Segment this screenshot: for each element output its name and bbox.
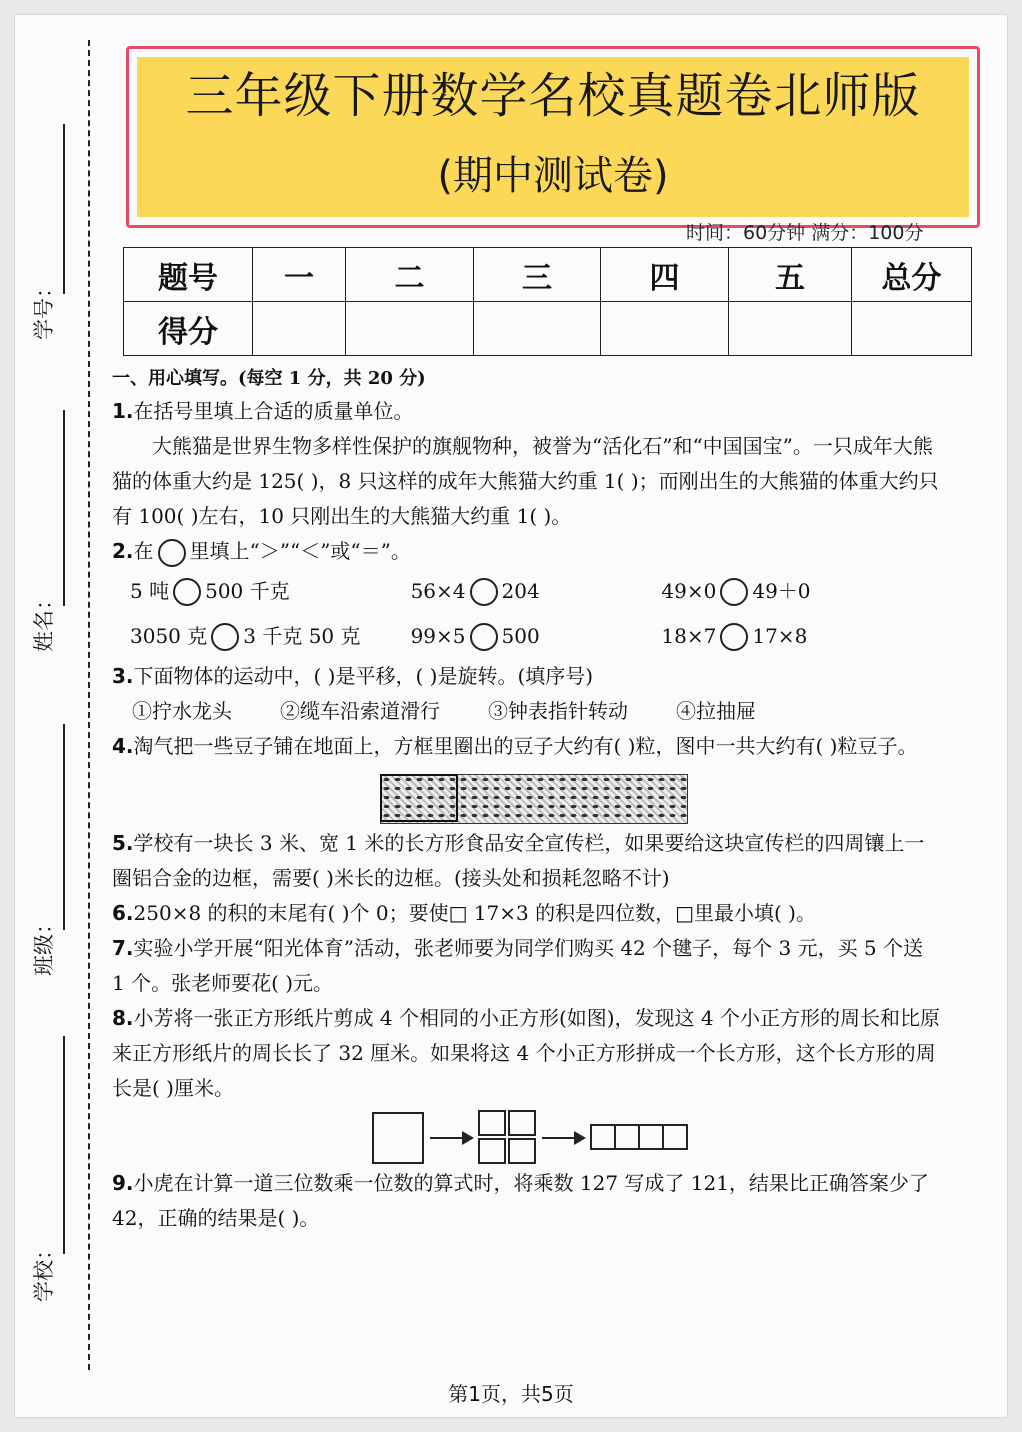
- compare-answer-circle[interactable]: [720, 623, 748, 651]
- question-stem: 下面物体的运动中，( )是平移，( )是旋转。(填序号): [133, 664, 594, 688]
- title-banner: [126, 46, 980, 228]
- name-line[interactable]: [63, 410, 65, 606]
- score-header-cell: 二: [346, 248, 474, 302]
- score-input-cell[interactable]: [253, 302, 346, 356]
- beans-figure: [112, 764, 942, 826]
- compare-right: 500 千克: [205, 579, 290, 603]
- option-item: ③钟表指针转动: [488, 699, 628, 723]
- compare-answer-circle[interactable]: [211, 623, 239, 651]
- title-banner-fill: [137, 57, 969, 217]
- small-square: [508, 1110, 536, 1136]
- question-stem: 小虎在计算一道三位数乘一位数的算式时，将乘数 127 写成了 121，结果比正确答案少了 42，正确的结果是( )。: [112, 1171, 929, 1230]
- score-header-cell: 四: [601, 248, 729, 302]
- question-7: [112, 931, 942, 1001]
- compare-answer-circle[interactable]: [173, 578, 201, 606]
- arrow-right-icon: [542, 1137, 584, 1139]
- compare-answer-circle[interactable]: [470, 623, 498, 651]
- compare-left: 5 吨: [130, 579, 170, 603]
- option-item: ④拉抽屉: [676, 699, 756, 723]
- question-6: [112, 896, 942, 931]
- rect-square: [662, 1124, 688, 1150]
- question-stem: 250×8 的积的末尾有( )个 0；要使□ 17×3 的积是四位数，□里最小填( )。: [133, 901, 816, 925]
- score-table: [123, 247, 972, 356]
- compare-right: 3 千克 50 克: [243, 624, 361, 648]
- question-5: [112, 826, 942, 896]
- question-3: [112, 659, 942, 694]
- question-number: 4.: [112, 734, 134, 758]
- class-line[interactable]: [63, 724, 65, 930]
- side-label-name: 姓名：: [32, 589, 56, 652]
- score-header-cell: 三: [474, 248, 601, 302]
- question-2: [112, 534, 942, 569]
- question-number: 5.: [112, 831, 134, 855]
- compare-right: 49＋0: [752, 579, 811, 603]
- compare-row: [112, 614, 942, 659]
- score-table-score-row: [124, 302, 972, 356]
- score-header-cell: 五: [729, 248, 852, 302]
- score-header-cell: 题号: [124, 248, 253, 302]
- question-3-options: [112, 694, 942, 729]
- compare-row: [112, 569, 942, 614]
- question-number: 3.: [112, 664, 134, 688]
- compare-circle-icon: [158, 539, 186, 567]
- question-8: [112, 1001, 942, 1106]
- question-number: 9.: [112, 1171, 134, 1195]
- question-stem: 在: [133, 539, 154, 563]
- school-line[interactable]: [63, 1036, 65, 1254]
- score-input-cell[interactable]: [852, 302, 972, 356]
- score-input-cell[interactable]: [601, 302, 729, 356]
- compare-right: 204: [501, 579, 540, 603]
- question-number: 8.: [112, 1006, 134, 1030]
- question-number: 6.: [112, 901, 134, 925]
- score-row-label: 得分: [124, 302, 253, 356]
- question-content: [112, 364, 942, 1236]
- rect-square: [638, 1124, 664, 1150]
- question-stem: 学校有一块长 3 米、宽 1 米的长方形食品安全宣传栏，如果要给这块宣传栏的四周镶上一圈铝合金的边框，需要( )米长的边框。(接头处和损耗忽略不计): [112, 831, 925, 890]
- compare-left: 99×5: [410, 624, 466, 648]
- compare-item: [130, 619, 411, 654]
- question-stem: 淘气把一些豆子铺在地面上，方框里圈出的豆子大约有( )粒，图中一共大约有( )粒豆子。: [133, 734, 918, 758]
- question-number: 2.: [112, 539, 134, 563]
- compare-left: 56×4: [410, 579, 466, 603]
- arrow-right-icon: [430, 1137, 472, 1139]
- exam-title: 三年级下册数学名校真题卷北师版: [185, 68, 921, 124]
- section-heading: 一、用心填写。(每空 1 分，共 20 分): [112, 368, 426, 389]
- compare-answer-circle[interactable]: [470, 578, 498, 606]
- side-label-class: 班级：: [32, 913, 56, 976]
- small-square: [478, 1110, 506, 1136]
- rect-square: [614, 1124, 640, 1150]
- option-item: ②缆车沿索道滑行: [280, 699, 440, 723]
- exam-subtitle: (期中测试卷): [437, 153, 669, 199]
- question-stem: 实验小学开展“阳光体育”活动，张老师要为同学们购买 42 个毽子，每个 3 元，买 5 个送 1 个。张老师要花( )元。: [112, 936, 924, 995]
- small-square: [508, 1138, 536, 1164]
- rect-square: [590, 1124, 616, 1150]
- page-footer: 第1页，共5页: [448, 1382, 574, 1406]
- compare-item: [411, 574, 662, 609]
- question-1: [112, 394, 942, 429]
- question-9: [112, 1166, 942, 1236]
- compare-left: 18×7: [661, 624, 717, 648]
- student-id-line[interactable]: [63, 124, 65, 294]
- compare-item: [661, 619, 942, 654]
- option-item: ①拧水龙头: [132, 699, 232, 723]
- side-label-student-id: 学号：: [32, 277, 56, 340]
- compare-item: [661, 574, 942, 609]
- question-stem: 小芳将一张正方形纸片剪成 4 个相同的小正方形(如图)，发现这 4 个小正方形的周长和比原来正方形纸片的周长长了 32 厘米。如果将这 4 个小正方形拼成一个长方形，这个长方形的周长是( )厘米。: [112, 1006, 940, 1100]
- compare-item: [130, 574, 411, 609]
- score-input-cell[interactable]: [346, 302, 474, 356]
- original-square: [372, 1112, 424, 1164]
- compare-right: 17×8: [752, 624, 808, 648]
- square-cut-figure: [112, 1106, 942, 1166]
- question-4: [112, 729, 942, 764]
- compare-answer-circle[interactable]: [720, 578, 748, 606]
- score-table-header-row: [124, 248, 972, 302]
- question-stem: 在括号里填上合适的质量单位。: [133, 399, 414, 423]
- exam-time-score-info: 时间：60分钟 满分：100分: [686, 222, 924, 243]
- score-input-cell[interactable]: [474, 302, 601, 356]
- beans-highlight-box: [380, 774, 458, 822]
- compare-left: 3050 克: [130, 624, 208, 648]
- question-1-paragraph: 大熊猫是世界生物多样性保护的旗舰物种，被誉为“活化石”和“中国国宝”。一只成年大熊猫的体重大约是 125( )，8 只这样的成年大熊猫大约重 1( )；而刚出生的大熊猫的体重大约只有 100( )左右，10 只刚出生的大熊猫大约重 1( )。: [112, 434, 939, 528]
- side-label-school: 学校：: [32, 1239, 56, 1302]
- binding-dashed-line: [88, 40, 90, 1370]
- compare-item: [411, 619, 662, 654]
- question-stem: 里填上“＞”“＜”或“＝”。: [189, 539, 411, 563]
- score-header-cell: 一: [253, 248, 346, 302]
- compare-right: 500: [501, 624, 540, 648]
- compare-left: 49×0: [661, 579, 717, 603]
- question-number: 1.: [112, 399, 134, 423]
- question-number: 7.: [112, 936, 134, 960]
- score-input-cell[interactable]: [729, 302, 852, 356]
- small-square: [478, 1138, 506, 1164]
- score-header-cell: 总分: [852, 248, 972, 302]
